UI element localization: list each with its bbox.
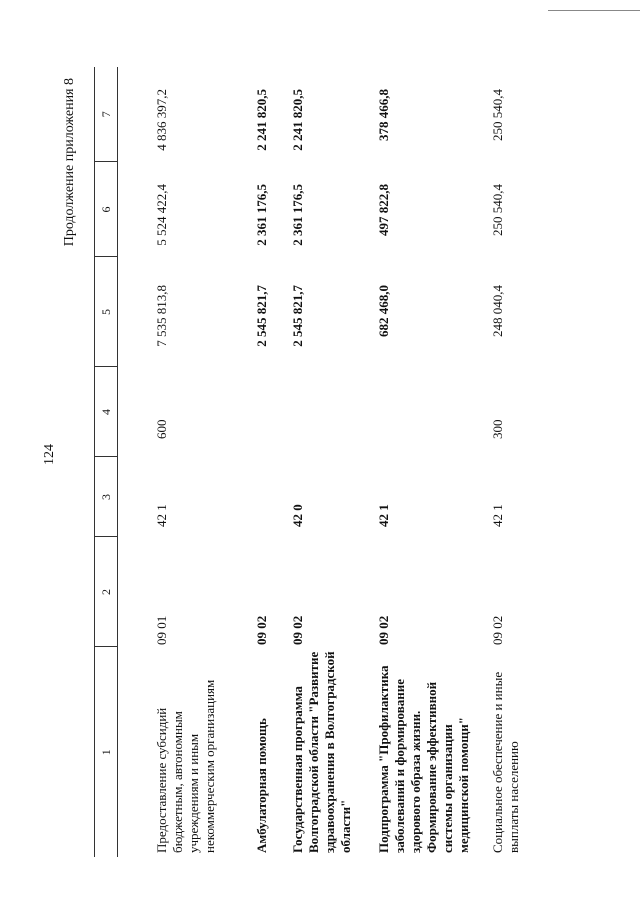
- section-code: 09 02: [254, 615, 269, 645]
- column-header: 6: [95, 162, 118, 257]
- amount-col7: 378 466,8: [376, 89, 391, 141]
- table-row: [472, 67, 522, 857]
- table-header-row: [95, 67, 118, 857]
- section-code: 09 02: [376, 615, 391, 645]
- table-row: [270, 67, 354, 857]
- column-header: 5: [95, 257, 118, 367]
- amount-col7: 2 241 820,5: [290, 89, 305, 151]
- amount-col6: 250 540,4: [490, 184, 505, 236]
- page-number: 124: [42, 444, 57, 465]
- amount-col5: 7 535 813,8: [154, 285, 169, 347]
- amount-col6: 2 361 176,5: [254, 184, 269, 246]
- section-code: 09 01: [154, 615, 169, 645]
- target-code: 42 1: [376, 504, 391, 527]
- amount-col7: 2 241 820,5: [254, 89, 269, 151]
- target-code: 42 1: [154, 504, 169, 527]
- row-name: Социальное обеспечение и иные выплаты населению: [490, 671, 521, 853]
- target-code: 42 0: [290, 504, 305, 527]
- amount-col6: 5 524 422,4: [154, 184, 169, 246]
- section-code: 09 02: [290, 615, 305, 645]
- section-code: 09 02: [490, 615, 505, 645]
- amount-col6: 2 361 176,5: [290, 184, 305, 246]
- table-row: [218, 67, 270, 857]
- column-header: 3: [95, 457, 118, 537]
- expense-type-code: 300: [490, 419, 505, 439]
- column-header: 2: [95, 537, 118, 647]
- expense-type-code: 600: [154, 419, 169, 439]
- row-name: Подпрограмма "Профилактика заболеваний и формирование здорового образа жизни. Формирование эффективной системы организации медицинской помощи": [376, 665, 471, 853]
- expense-type-code: [270, 367, 354, 457]
- amount-col7: 250 540,4: [490, 89, 505, 141]
- expense-type-code: [354, 367, 472, 457]
- column-header: 4: [95, 367, 118, 457]
- column-header: 7: [95, 67, 118, 162]
- appendix-continuation-note: Продолжение приложения 8: [62, 78, 77, 247]
- row-name: Государственная программа Волгоградской области "Развитие здравоохранения в Волгоградской области": [290, 651, 353, 853]
- row-name: Предоставление субсидий бюджетным, автономным учреждениям и иным некоммерческим организациям: [154, 679, 217, 853]
- amount-col7: 4 836 397,2: [154, 89, 169, 151]
- row-name: Амбулаторная помощь: [254, 718, 269, 853]
- expense-type-code: [218, 367, 270, 457]
- column-header: 1: [95, 647, 118, 857]
- amount-col5: 248 040,4: [490, 285, 505, 337]
- table-row: [354, 67, 472, 857]
- table-row: [118, 67, 219, 857]
- amount-col5: 682 468,0: [376, 285, 391, 337]
- amount-col5: 2 545 821,7: [254, 285, 269, 347]
- budget-table: [94, 67, 522, 857]
- amount-col5: 2 545 821,7: [290, 285, 305, 347]
- target-code: [218, 457, 270, 537]
- target-code: 42 1: [490, 504, 505, 527]
- amount-col6: 497 822,8: [376, 184, 391, 236]
